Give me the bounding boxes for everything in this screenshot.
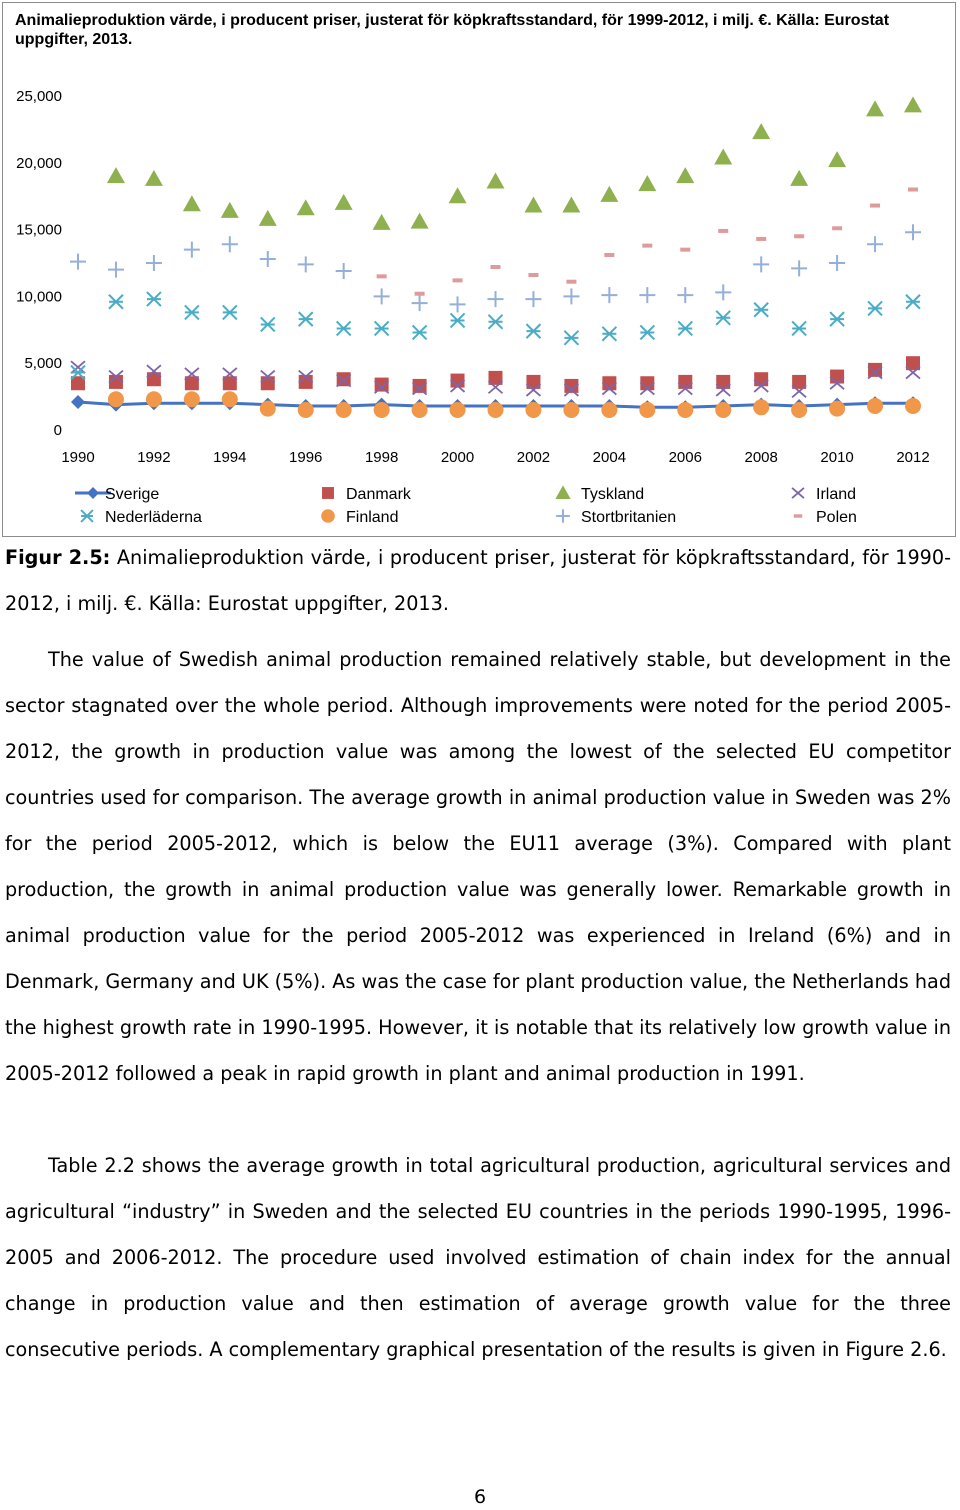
data-point-finland <box>336 402 352 418</box>
data-point-tyskland <box>335 194 353 210</box>
x-tick-label: 2006 <box>668 449 702 466</box>
data-point-nederl-derna <box>299 312 313 326</box>
data-point-nederl-derna <box>337 321 351 335</box>
data-point-tyskland <box>752 123 770 139</box>
x-tick-label: 1998 <box>364 449 399 466</box>
data-point-stortbritanien <box>184 242 200 258</box>
data-point-nederl-derna <box>564 331 578 345</box>
data-point-polen <box>870 204 880 208</box>
legend-marker-stortbritanien <box>556 509 570 523</box>
data-point-finland <box>222 391 238 407</box>
data-point-tyskland <box>600 186 618 202</box>
data-point-finland <box>639 402 655 418</box>
data-point-nederl-derna <box>413 325 427 339</box>
data-point-polen <box>642 244 652 248</box>
data-point-tyskland <box>790 170 808 186</box>
data-point-nederl-derna <box>261 317 275 331</box>
data-point-nederl-derna <box>147 292 161 306</box>
legend-label-nederl-derna: Nederläderna <box>105 509 202 526</box>
data-point-stortbritanien <box>791 260 807 276</box>
data-point-stortbritanien <box>525 291 541 307</box>
x-tick-label: 1990 <box>61 449 95 466</box>
data-point-stortbritanien <box>260 251 276 267</box>
data-point-finland <box>677 402 693 418</box>
data-point-tyskland <box>638 175 656 191</box>
legend-marker-nederl-derna <box>81 510 93 522</box>
data-point-nederl-derna <box>754 303 768 317</box>
data-point-finland <box>488 402 504 418</box>
data-point-polen <box>908 188 918 192</box>
x-tick-label: 1996 <box>289 449 323 466</box>
x-tick-label: 2008 <box>744 449 778 466</box>
scatter-chart <box>3 3 957 538</box>
data-point-finland <box>563 402 579 418</box>
data-point-sverige <box>71 395 85 409</box>
data-point-nederl-derna <box>906 295 920 309</box>
data-point-nederl-derna <box>640 325 654 339</box>
data-point-danmark <box>413 379 427 393</box>
data-point-stortbritanien <box>639 287 655 303</box>
paragraph-animal-production: The value of Swedish animal production remained relatively stable, but development in the sector stagnated over the whole period. Although improvements were noted for the period 2005-2012, the growth in production value was among the lowest of the selected EU competitor countries used for comparison. The average growth in animal production value in Sweden was 2% for the period 2005-2012, which is below the EU11 average (3%). Compared with plant production, the growth in animal production value was generally lower. Remarkable growth in animal production value for the period 2005-2012 was experienced in Ireland (6%) and in Denmark, Germany and UK (5%). As was the case for plant production value, the Netherlands had the highest growth rate in 1990-1995. However, it is notable that its relatively low growth value in 2005-2012 followed a peak in rapid growth in plant and animal production in 1991. <box>5 648 951 1085</box>
x-tick-label: 1994 <box>213 449 247 466</box>
data-point-finland <box>146 391 162 407</box>
data-point-nederl-derna <box>792 321 806 335</box>
data-point-polen <box>604 253 614 257</box>
data-point-tyskland <box>676 167 694 183</box>
data-point-tyskland <box>904 96 922 112</box>
data-point-tyskland <box>297 199 315 215</box>
data-point-nederl-derna <box>185 305 199 319</box>
data-point-nederl-derna <box>830 312 844 326</box>
data-point-stortbritanien <box>753 256 769 272</box>
data-point-tyskland <box>411 213 429 229</box>
data-point-polen <box>680 248 690 252</box>
data-point-tyskland <box>828 151 846 167</box>
data-point-finland <box>753 399 769 415</box>
caption-text: Animalieproduktion värde, i producent priser, justerat för köpkraftsstandard, för 1990-2012, i milj. €. Källa: Eurostat uppgifter, 2013. <box>5 546 951 615</box>
y-tick-label: 15,000 <box>16 221 62 239</box>
caption-label: Figur 2.5: <box>5 546 111 569</box>
legend-marker-danmark <box>322 487 334 499</box>
data-point-tyskland <box>107 167 125 183</box>
legend-label-danmark: Danmark <box>346 486 411 503</box>
chart-frame <box>2 2 956 537</box>
data-point-finland <box>525 402 541 418</box>
x-tick-label: 2012 <box>896 449 930 466</box>
data-point-stortbritanien <box>222 236 238 252</box>
x-tick-label: 2000 <box>440 449 475 466</box>
y-tick-label: 20,000 <box>16 154 62 172</box>
page-number: 6 <box>473 1486 487 1508</box>
data-point-stortbritanien <box>829 255 845 271</box>
data-point-stortbritanien <box>488 291 504 307</box>
data-point-tyskland <box>221 202 239 218</box>
legend-label-finland: Finland <box>346 509 399 526</box>
figure-caption <box>5 535 951 627</box>
data-point-finland <box>412 402 428 418</box>
data-point-stortbritanien <box>108 262 124 278</box>
data-point-nederl-derna <box>489 315 503 329</box>
y-tick-label: 25,000 <box>16 88 62 105</box>
legend-label-irland: Irland <box>816 486 857 503</box>
legend-marker-polen <box>794 514 803 517</box>
data-point-tyskland <box>183 195 201 211</box>
data-point-finland <box>298 402 314 418</box>
data-point-danmark <box>830 370 844 384</box>
data-point-danmark <box>868 363 882 377</box>
data-point-finland <box>450 402 466 418</box>
data-point-stortbritanien <box>905 224 921 240</box>
data-point-finland <box>715 402 731 418</box>
data-point-stortbritanien <box>412 295 428 311</box>
data-point-tyskland <box>866 100 884 116</box>
data-point-polen <box>566 280 576 284</box>
legend-label-stortbritanien: Stortbritanien <box>581 509 677 526</box>
legend-marker-finland <box>321 509 335 523</box>
data-point-tyskland <box>524 197 542 213</box>
data-point-nederl-derna <box>223 305 237 319</box>
data-point-nederl-derna <box>526 324 540 338</box>
data-point-stortbritanien <box>298 256 314 272</box>
data-point-finland <box>867 398 883 414</box>
data-point-finland <box>829 401 845 417</box>
data-point-finland <box>374 402 390 418</box>
data-point-tyskland <box>714 148 732 164</box>
data-point-polen <box>718 229 728 233</box>
data-point-danmark <box>375 378 389 392</box>
data-point-finland <box>184 391 200 407</box>
legend-marker-sverige <box>87 487 99 499</box>
x-tick-label: 2010 <box>820 449 854 466</box>
data-point-polen <box>377 274 387 278</box>
legend-marker-irland <box>792 488 804 498</box>
y-tick-label: 10,000 <box>16 288 62 306</box>
data-point-polen <box>794 234 804 238</box>
data-point-polen <box>453 278 463 282</box>
data-point-nederl-derna <box>375 321 389 335</box>
data-point-stortbritanien <box>146 255 162 271</box>
data-point-polen <box>832 226 842 230</box>
data-point-stortbritanien <box>450 296 466 312</box>
legend-label-tyskland: Tyskland <box>581 486 645 503</box>
data-point-finland <box>601 402 617 418</box>
data-point-tyskland <box>145 170 163 186</box>
data-point-nederl-derna <box>109 295 123 309</box>
data-point-danmark <box>261 376 275 390</box>
data-point-nederl-derna <box>678 321 692 335</box>
legend-marker-tyskland <box>555 485 570 499</box>
x-tick-label: 1992 <box>137 449 171 466</box>
data-point-polen <box>528 273 538 277</box>
data-point-danmark <box>678 375 692 389</box>
data-point-finland <box>108 391 124 407</box>
paragraph-table-reference: Table 2.2 shows the average growth in total agricultural production, agricultural services and agricultural “industry” in Sweden and the selected EU countries in the periods 1990-1995, 1996-2005 and 2006-2012. The procedure used involved estimation of chain index for the annual change in production value and then estimation of average growth value for the three consecutive periods. A complementary graphical presentation of the results is given in Figure 2.6. <box>5 1154 951 1361</box>
data-point-polen <box>415 292 425 296</box>
data-point-tyskland <box>449 187 467 203</box>
data-point-nederl-derna <box>868 301 882 315</box>
data-point-finland <box>260 401 276 417</box>
y-tick-label: 5,000 <box>24 355 62 373</box>
data-point-tyskland <box>487 173 505 189</box>
data-point-tyskland <box>373 214 391 230</box>
data-point-stortbritanien <box>374 288 390 304</box>
data-point-nederl-derna <box>716 311 730 325</box>
chart-title: Animalieproduktion värde, i producent priser, justerat för köpkraftsstandard, för 1999-2012, i milj. €. Källa: Eurostat uppgifter, 2013. <box>15 12 890 48</box>
data-point-polen <box>491 265 501 269</box>
data-point-stortbritanien <box>601 287 617 303</box>
data-point-stortbritanien <box>677 287 693 303</box>
data-point-finland <box>791 402 807 418</box>
data-point-polen <box>756 237 766 241</box>
data-point-stortbritanien <box>867 236 883 252</box>
data-point-nederl-derna <box>602 327 616 341</box>
data-point-stortbritanien <box>336 263 352 279</box>
data-point-nederl-derna <box>451 313 465 327</box>
legend-label-sverige: Sverige <box>105 486 160 503</box>
data-point-stortbritanien <box>563 288 579 304</box>
data-point-finland <box>905 398 921 414</box>
data-point-tyskland <box>259 210 277 226</box>
data-point-danmark <box>754 372 768 386</box>
x-tick-label: 2002 <box>516 449 551 466</box>
data-point-stortbritanien <box>715 284 731 300</box>
data-point-tyskland <box>562 197 580 213</box>
y-tick-label: 0 <box>53 422 62 439</box>
x-tick-label: 2004 <box>592 449 627 466</box>
legend-label-polen: Polen <box>816 509 857 526</box>
data-point-stortbritanien <box>70 254 86 270</box>
